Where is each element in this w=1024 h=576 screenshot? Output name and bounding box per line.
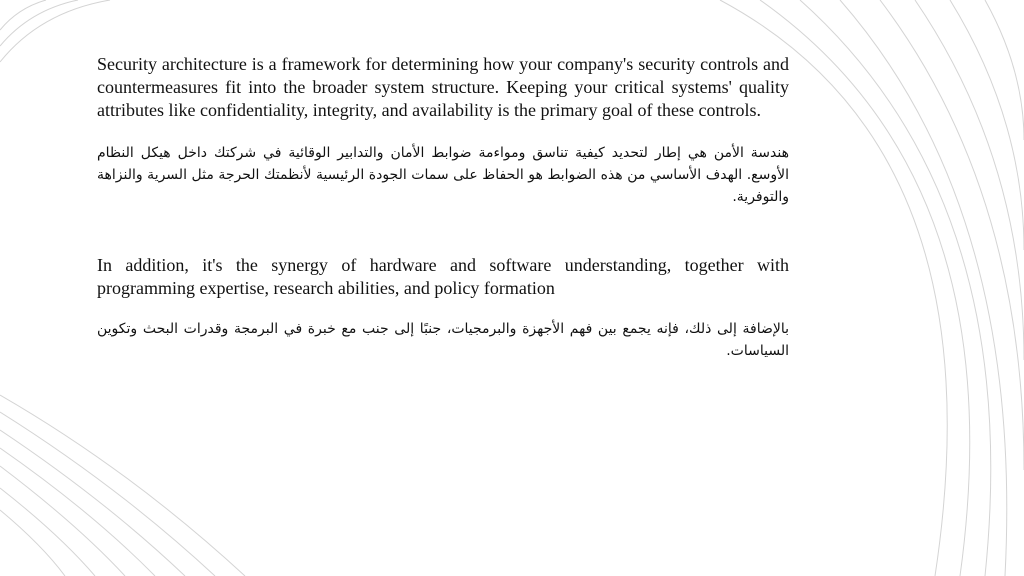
- paragraph-english-security-architecture: Security architecture is a framework for determining how your company's security controls and countermeasures fit into the broader system structure. Keeping your critical systems' quality attributes like confidentiality, integrity, and availability is the primary goal of these controls.: [97, 54, 789, 120]
- decorative-arc: [0, 395, 245, 576]
- text-content: [97, 53, 789, 362]
- decorative-arc: [0, 430, 185, 576]
- decorative-arc: [880, 0, 1024, 470]
- decorative-arc: [840, 0, 1007, 576]
- decorative-arc: [0, 510, 65, 576]
- decorative-arc: [0, 0, 78, 46]
- decorative-arc: [985, 0, 1024, 140]
- decorative-arc: [950, 0, 1024, 250]
- paragraph-arabic-synergy: بالإضافة إلى ذلك، فإنه يجمع بين فهم الأجهزة والبرمجيات، جنبًا إلى جنب مع خبرة في البرمجة وقدرات البحث وتكوين السياسات.: [97, 321, 789, 359]
- decorative-arc: [760, 0, 970, 576]
- decorative-arc: [0, 448, 155, 576]
- decorative-arc: [915, 0, 1024, 360]
- decorative-arc: [0, 0, 46, 30]
- paragraph-arabic-security-architecture: هندسة الأمن هي إطار لتحديد كيفية تناسق ومواءمة ضوابط الأمان والتدابير الوقائية في شركتك داخل هيكل النظام الأوسع. الهدف الأساسي من هذه الضوابط هو الحفاظ على سمات الجودة الرئيسية لأنظمتك الحرجة مثل السرية والنزاهة والتوفرية.: [97, 145, 789, 205]
- decorative-arc: [0, 488, 95, 576]
- decorative-arc: [0, 412, 215, 576]
- decorative-arc: [800, 0, 991, 576]
- paragraph-english-synergy: In addition, it's the synergy of hardware and software understanding, together with programming expertise, research abilities, and policy formation: [97, 255, 789, 298]
- decorative-arc: [0, 0, 110, 62]
- decorative-arc: [0, 466, 125, 576]
